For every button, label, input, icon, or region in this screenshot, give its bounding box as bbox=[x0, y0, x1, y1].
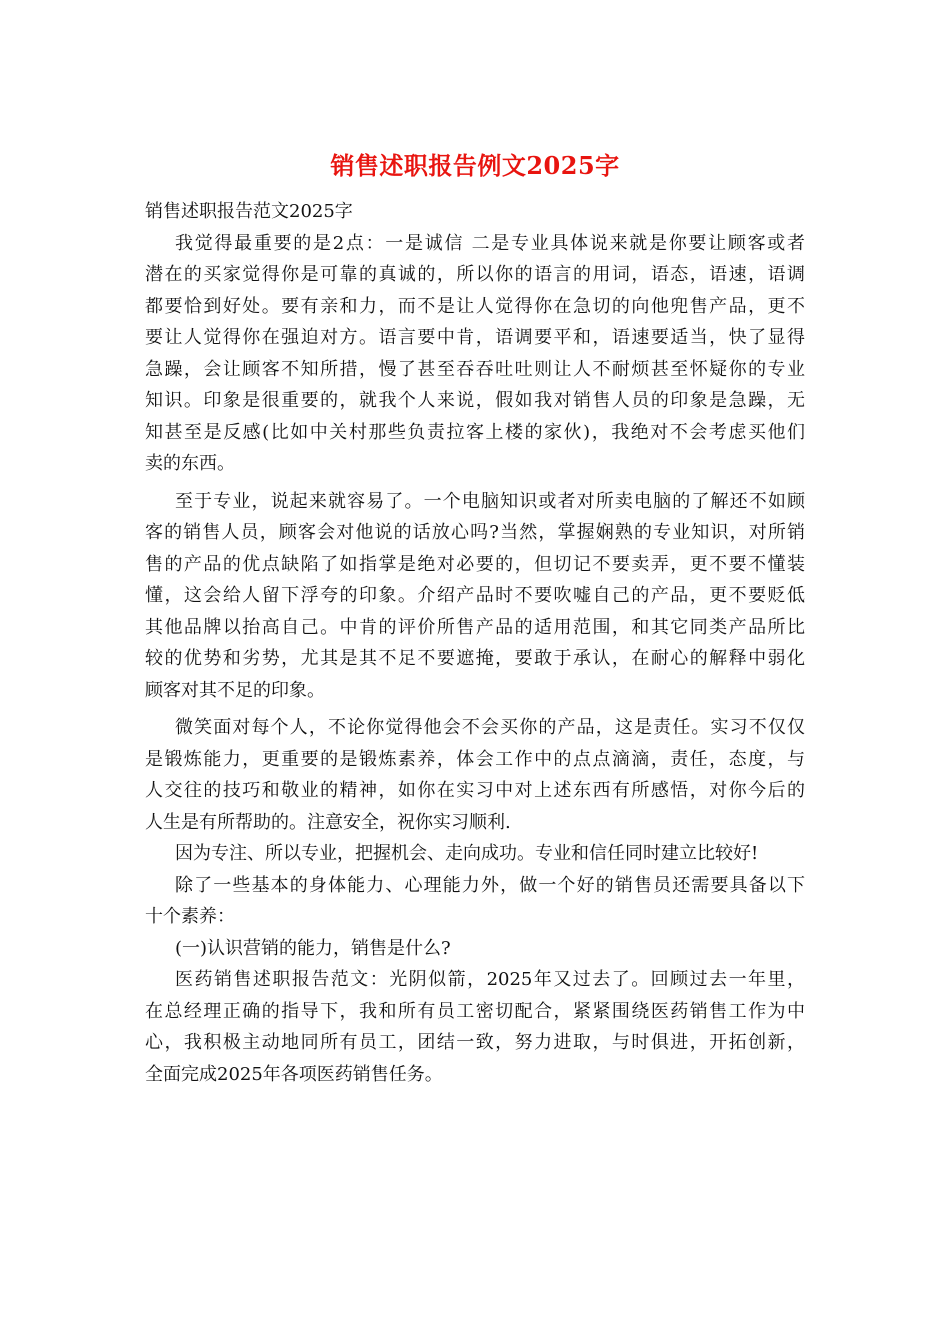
paragraph-2 bbox=[145, 486, 805, 707]
paragraph-line: 全面完成2025年各项医药销售任务。 bbox=[145, 1063, 443, 1085]
paragraph-line: 懂，这会给人留下浮夸的印象。介绍产品时不要吹嘘自己的产品，更不要贬低 bbox=[145, 585, 805, 606]
paragraph-line: 在总经理正确的指导下，我和所有员工密切配合，紧紧围绕医药销售工作为中 bbox=[145, 1000, 805, 1022]
paragraph-line: 人交往的技巧和敬业的精神，如你在实习中对上述东西有所感悟，对你今后的 bbox=[145, 780, 805, 801]
paragraph-line: 因为专注、所以专业，把握机会、走向成功。专业和信任同时建立比较好! bbox=[175, 843, 759, 864]
paragraph-line: 医药销售述职报告范文：光阴似箭，2025年又过去了。回顾过去一年里， bbox=[175, 969, 805, 990]
paragraph-line: 较的优势和劣势，尤其是其不足不要遮掩，要敢于承认，在耐心的解释中弱化 bbox=[145, 648, 805, 669]
paragraph-line: 知识。印象是很重要的，就我个人来说，假如我对销售人员的印象是急躁，无 bbox=[145, 390, 805, 411]
paragraph-line: 我觉得最重要的是2点：一是诚信 二是专业具体说来就是你要让顾客或者 bbox=[175, 232, 805, 254]
paragraph-line: 都要恰到好处。要有亲和力，而不是让人觉得你在急切的向他兜售产品，更不 bbox=[145, 295, 805, 317]
paragraph-line: (一)认识营销的能力，销售是什么? bbox=[175, 937, 451, 959]
paragraph-line: 其他品牌以抬高自己。中肯的评价所售产品的适用范围，和其它同类产品所比 bbox=[145, 616, 805, 638]
paragraph-line: 知甚至是反感(比如中关村那些负责拉客上楼的家伙)，我绝对不会考虑买他们 bbox=[145, 421, 805, 443]
paragraph-line: 是锻炼能力，更重要的是锻炼素养，体会工作中的点点滴滴，责任，态度，与 bbox=[145, 748, 805, 770]
paragraph-line: 急躁，会让顾客不知所措，慢了甚至吞吞吐吐则让人不耐烦甚至怀疑你的专业 bbox=[145, 358, 805, 380]
paragraph-7 bbox=[145, 964, 805, 1090]
paragraph-line: 微笑面对每个人，不论你觉得他会不会买你的产品，这是责任。实习不仅仅 bbox=[175, 717, 805, 738]
subtitle-line: 销售述职报告范文2025字 bbox=[145, 201, 353, 222]
paragraph-3 bbox=[145, 712, 805, 838]
paragraph-4 bbox=[145, 838, 805, 870]
paragraph-line: 十个素养： bbox=[145, 906, 235, 927]
paragraph-6 bbox=[145, 933, 805, 965]
paragraph-line: 客的销售人员，顾客会对他说的话放心吗?当然，掌握娴熟的专业知识，对所销 bbox=[145, 522, 805, 543]
paragraph-1 bbox=[145, 228, 805, 480]
paragraph-line: 人生是有所帮助的。注意安全，祝你实习顺利. bbox=[145, 811, 511, 833]
paragraph-line: 售的产品的优点缺陷了如指掌是绝对必要的，但切记不要卖弄，更不要不懂装 bbox=[145, 553, 805, 575]
document-title: 销售述职报告例文2025字 bbox=[330, 151, 620, 180]
paragraph-line: 顾客对其不足的印象。 bbox=[145, 679, 325, 701]
paragraph-line: 除了一些基本的身体能力、心理能力外，做一个好的销售员还需要具备以下 bbox=[175, 874, 805, 896]
paragraph-line: 潜在的买家觉得你是可靠的真诚的，所以你的语言的用词，语态，语速，语调 bbox=[145, 264, 805, 285]
paragraph-line: 要让人觉得你在强迫对方。语言要中肯，语调要平和，语速要适当，快了显得 bbox=[145, 327, 805, 348]
paragraph-line: 至于专业，说起来就容易了。一个电脑知识或者对所卖电脑的了解还不如顾 bbox=[175, 490, 805, 512]
document-subtitle bbox=[145, 196, 805, 228]
document-body bbox=[145, 196, 805, 1090]
paragraph-line: 心，我积极主动地同所有员工，团结一致，努力进取，与时俱进，开拓创新， bbox=[145, 1032, 805, 1053]
paragraph-5 bbox=[145, 870, 805, 933]
paragraph-line: 卖的东西。 bbox=[145, 453, 235, 474]
